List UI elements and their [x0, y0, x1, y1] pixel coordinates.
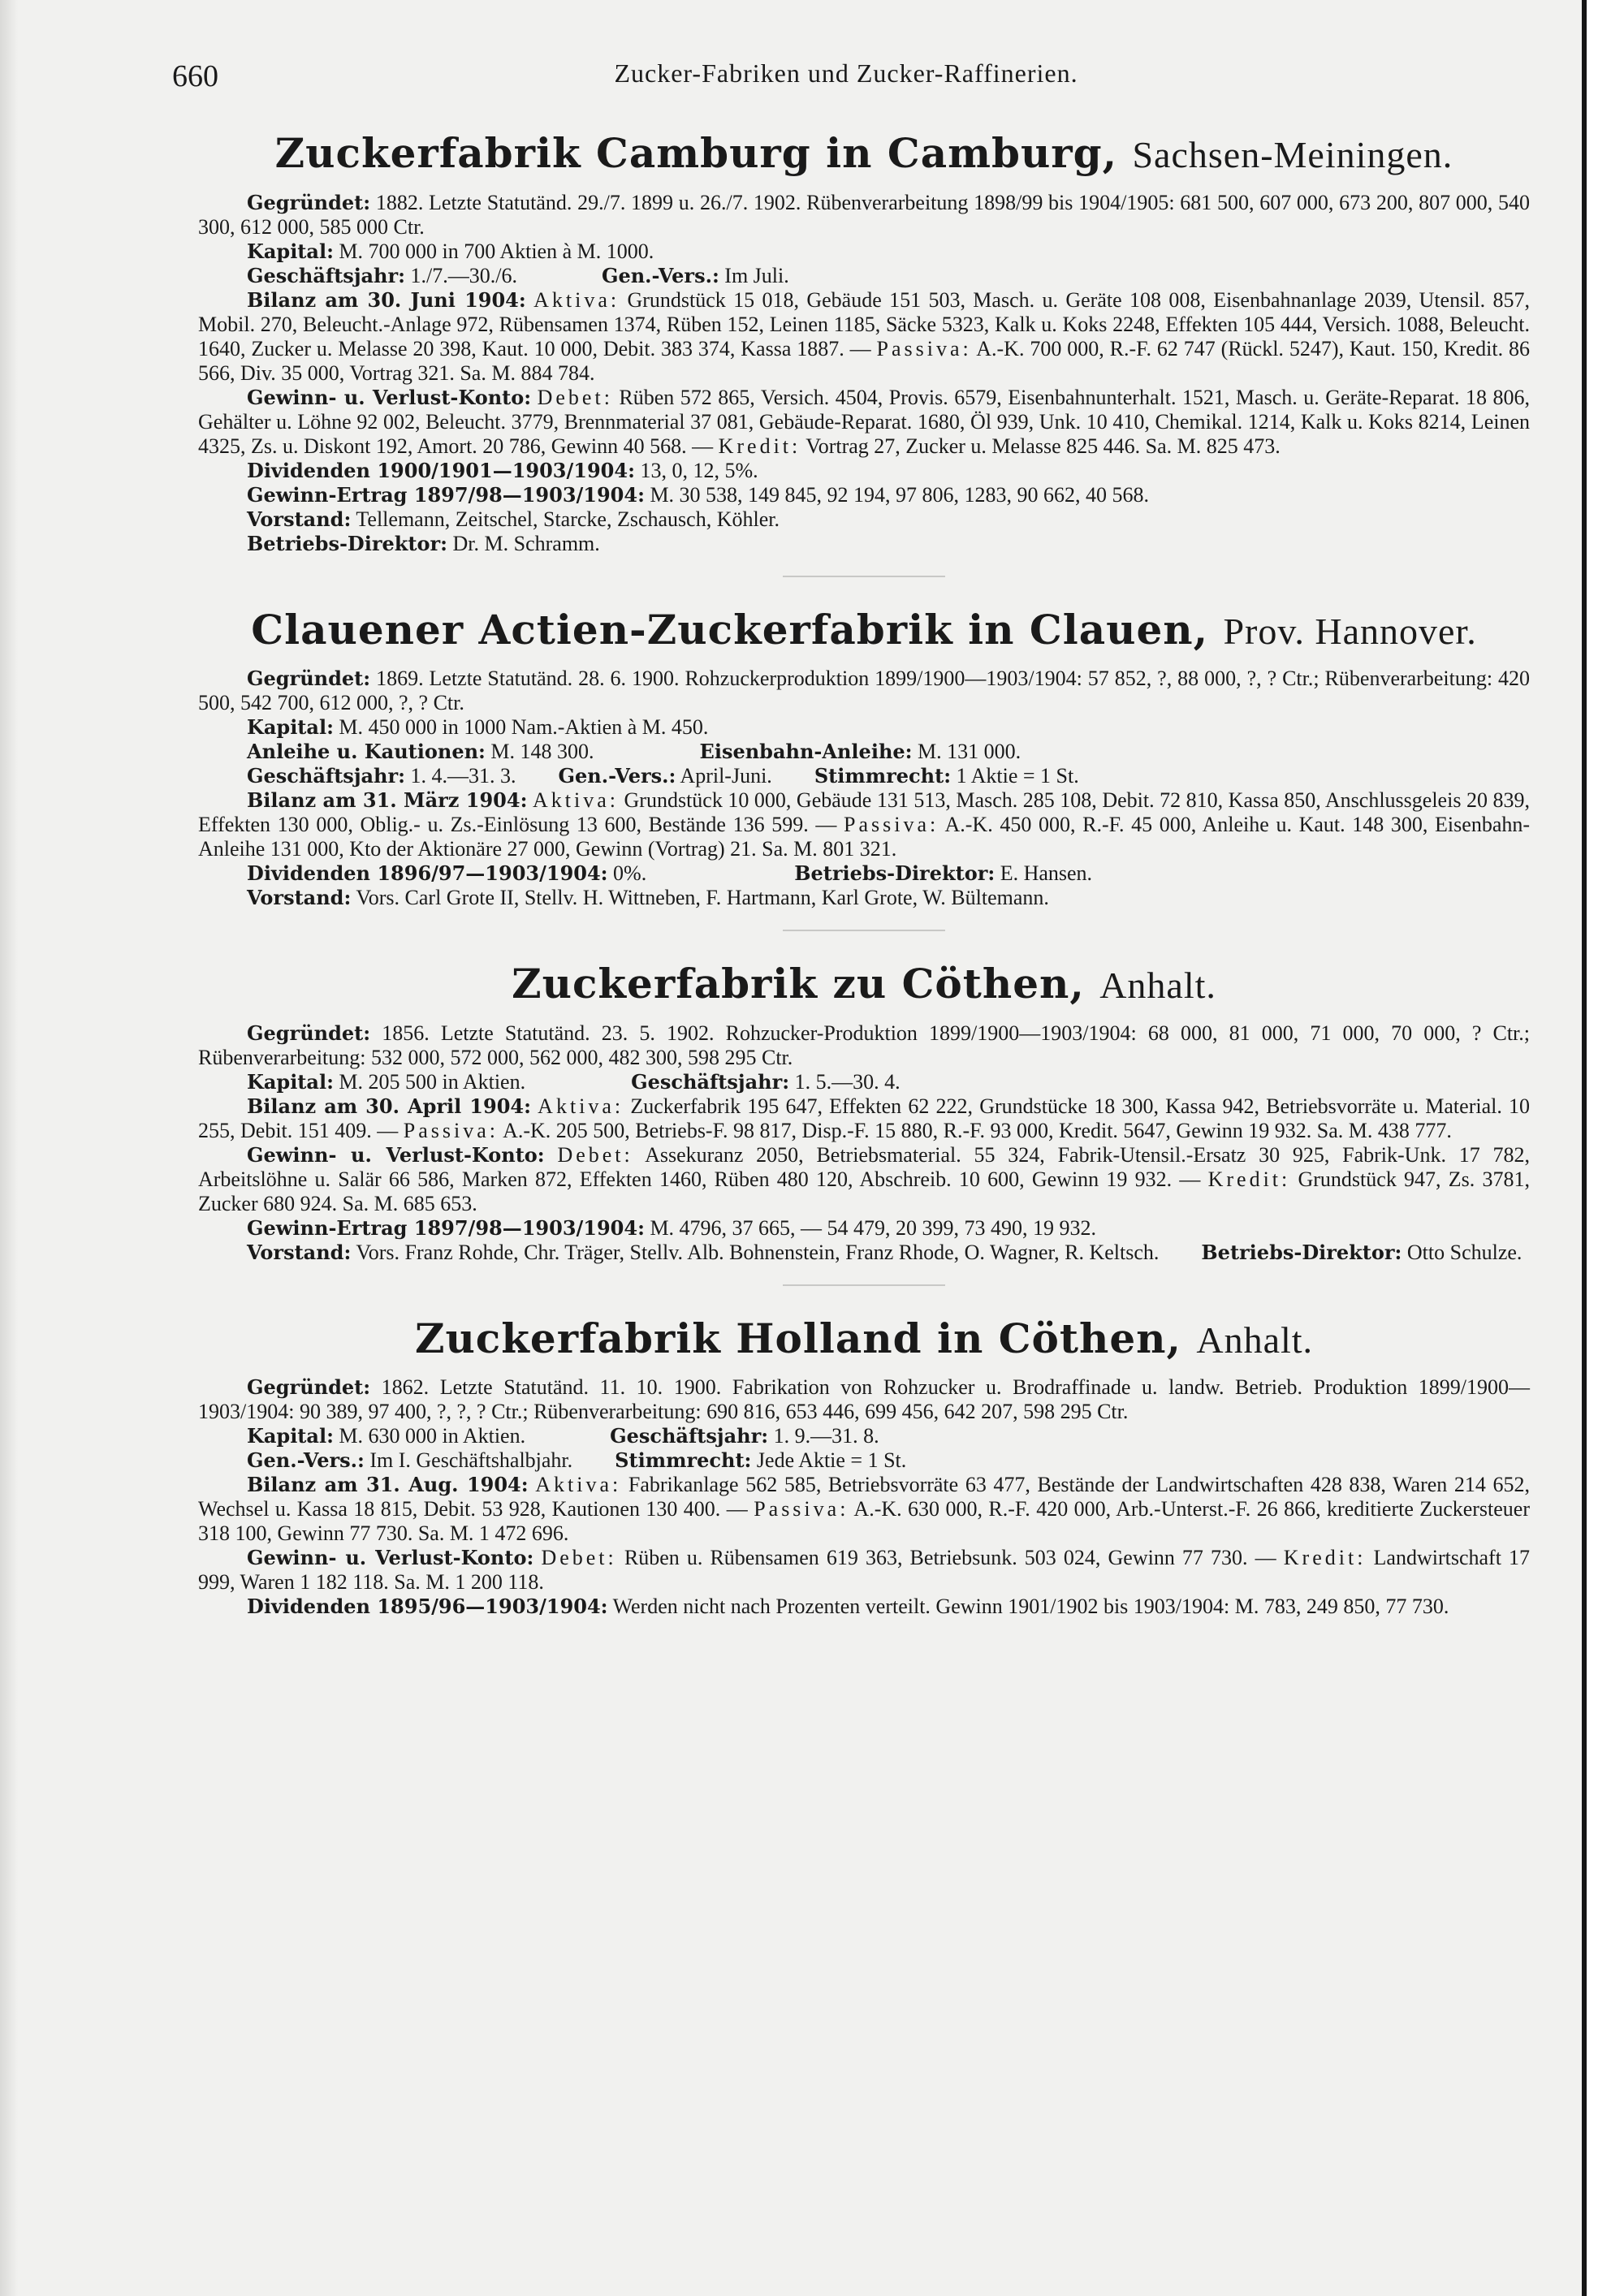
balance-label: Bilanz am 31. März 1904:: [247, 788, 528, 812]
board-label: Vorstand:: [247, 886, 352, 909]
profit-loss-label: Gewinn- u. Verlust-Konto:: [247, 1546, 534, 1569]
page-number: 660: [172, 59, 218, 93]
entry-title: [198, 1314, 1530, 1365]
capital-paragraph: [198, 715, 1530, 740]
company-name: Clauener Actien-Zuckerfabrik in Clauen,: [251, 605, 1209, 654]
dividends-paragraph: [198, 459, 1530, 483]
board-paragraph: [198, 886, 1530, 910]
earnings-text: M. 4796, 37 665, — 54 479, 20 399, 73 490, 19 932.: [650, 1215, 1097, 1240]
board-text: Tellemann, Zeitschel, Starcke, Zschausch, Köhler.: [356, 507, 780, 531]
director-text: E. Hansen.: [1000, 861, 1093, 885]
balance-label: Bilanz am 30. Juni 1904:: [247, 287, 526, 312]
balance-label: Bilanz am 31. Aug. 1904:: [247, 1473, 529, 1496]
loan-text: M. 148 300.: [490, 740, 594, 763]
credit-label: Kredit:: [718, 434, 801, 458]
assets-label: Aktiva:: [535, 1473, 622, 1496]
capital-label: Kapital:: [247, 1069, 334, 1094]
dividends-label: Dividenden 1895/96—1903/1904:: [247, 1595, 608, 1618]
earnings-paragraph: [198, 1216, 1530, 1241]
founded-paragraph: [198, 1375, 1530, 1424]
general-meeting-text: Im Juli.: [724, 263, 789, 287]
profit-loss-paragraph: [198, 386, 1530, 459]
board-label: Vorstand:: [247, 507, 352, 531]
capital-paragraph: [198, 1424, 1530, 1448]
debit-label: Debet:: [537, 385, 613, 409]
general-meeting-label: Gen.-Vers.:: [601, 263, 719, 287]
company-name: Zuckerfabrik Camburg in Camburg,: [274, 129, 1118, 177]
fiscal-year-label: Geschäftsjahr:: [247, 764, 405, 788]
liabilities-text: A.-K. 700 000, R.-F. 62 747 (Rückl. 5247), Kaut. 150, Kredit. 86 566, Div. 35 000, Vortrag 321. Sa. M. 884 784.: [198, 336, 1530, 385]
liabilities-text: A.-K. 630 000, R.-F. 420 000, Arb.-Unterst.-F. 26 866, kreditierte Zuckersteuer 318 100, Gewinn 77 730. Sa. M. 1 472 696.: [198, 1497, 1531, 1545]
general-meeting-paragraph: [198, 1448, 1530, 1473]
debit-text: Assekuranz 2050, Betriebsmaterial. 55 324, Fabrik-Utensil.-Ersatz 30 925, Fabrik-Unk. 17 782, Arbeitslöhne u. Salär 66 586, Marken 872, Effekten 1460, Rüben 480 120, Abschreib. 10 600, Gewinn 19 932. —: [198, 1142, 1531, 1191]
founded-label: Gegründet:: [247, 1021, 371, 1045]
credit-text: Landwirtschaft 17 999, Waren 1 182 118. Sa. M. 1 200 118.: [198, 1546, 1531, 1594]
founded-text: 1862. Letzte Statutänd. 11. 10. 1900. Fabrikation von Rohzucker u. Brodraffinade u. landw. Betrieb. Produktion 1899/1900—1903/1904: 90 389, 97 400, ?, ?, ? Ctr.; Rübenverarbeitung: 690 816, 653 446, 699 456, 642 207, 598 295 Ctr.: [198, 1375, 1531, 1423]
company-region: Prov. Hannover.: [1223, 610, 1477, 652]
earnings-paragraph: [198, 483, 1530, 507]
earnings-label: Gewinn-Ertrag 1897/98—1903/1904:: [247, 482, 645, 507]
director-text: Dr. M. Schramm.: [452, 531, 600, 555]
board-paragraph: [198, 1241, 1530, 1265]
entry-coethen: [198, 959, 1530, 1265]
profit-loss-paragraph: [198, 1143, 1530, 1216]
capital-paragraph: [198, 1070, 1530, 1094]
dividends-text: 0%.: [613, 861, 647, 885]
company-region: Anhalt.: [1099, 965, 1216, 1006]
liabilities-label: Passiva:: [754, 1497, 849, 1521]
company-region: Anhalt.: [1196, 1318, 1314, 1361]
general-meeting-text: Im I. Geschäftshalbjahr.: [369, 1448, 573, 1472]
director-label: Betriebs-Direktor:: [247, 531, 447, 555]
debit-text: Rüben u. Rübensamen 619 363, Betriebsunk. 503 024, Gewinn 77 730. —: [624, 1546, 1276, 1569]
entry-holland: [198, 1314, 1530, 1620]
founded-text: 1856. Letzte Statutänd. 23. 5. 1902. Rohzucker-Produktion 1899/1900—1903/1904: 68 000, 81 000, 71 000, 70 000, ? Ctr.; Rübenverarbeitung: 532 000, 572 000, 562 000, 482 300, 598 295 Ctr.: [198, 1021, 1530, 1069]
assets-label: Aktiva:: [532, 788, 619, 812]
capital-text: M. 450 000 in 1000 Nam.-Aktien à M. 450.: [339, 715, 709, 739]
fiscal-year-text: 1./7.—30./6.: [410, 263, 517, 287]
company-name: Zuckerfabrik zu Cöthen,: [512, 960, 1085, 1008]
liabilities-text: A.-K. 205 500, Betriebs-F. 98 817, Disp.-F. 15 880, R.-F. 93 000, Kredit. 5647, Gewinn 19 932. Sa. M. 438 777.: [503, 1118, 1452, 1142]
director-label: Betriebs-Direktor:: [1201, 1240, 1402, 1264]
voting-right-label: Stimmrecht:: [814, 764, 952, 788]
founded-label: Gegründet:: [247, 667, 371, 690]
entry-camburg: [198, 128, 1530, 556]
capital-text: M. 630 000 in Aktien.: [339, 1424, 526, 1448]
balance-paragraph: [198, 1094, 1530, 1143]
assets-text: Grundstück 15 018, Gebäude 151 503, Masch. u. Geräte 108 008, Eisenbahnanlage 2039, Utensil. 857, Mobil. 270, Beleucht.-Anlage 972, Rübensamen 1374, Rüben 152, Leinen 1185, Säcke 5323, Kalk u. Koks 2248, Effekten 105 444, Versich. 1088, Beleucht. 1640, Zucker u. Melasse 20 398, Kaut. 10 000, Debit. 383 374, Kassa 1887. —: [198, 287, 1531, 360]
running-title: Zucker-Fabriken und Zucker-Raffinerien.: [614, 58, 1078, 88]
company-name: Zuckerfabrik Holland in Cöthen,: [414, 1314, 1181, 1362]
assets-label: Aktiva:: [538, 1094, 624, 1118]
credit-text: Grundstück 947, Zs. 3781, Zucker 680 924. Sa. M. 685 653.: [198, 1167, 1531, 1215]
liabilities-text: A.-K. 450 000, R.-F. 45 000, Anleihe u. Kaut. 148 300, Eisenbahn-Anleihe 131 000, Kto der Aktionäre 27 000, Gewinn (Vortrag) 21. Sa. M. 801 321.: [198, 813, 1531, 861]
fiscal-year-text: 1. 4.—31. 3.: [410, 764, 516, 788]
board-text: Vors. Carl Grote II, Stellv. H. Wittneben, F. Hartmann, Karl Grote, W. Bültemann.: [356, 886, 1049, 909]
fiscal-year-text: 1. 5.—30. 4.: [794, 1069, 901, 1094]
debit-label: Debet:: [541, 1546, 617, 1569]
liabilities-label: Passiva:: [403, 1118, 499, 1142]
fiscal-year-paragraph: [198, 764, 1530, 788]
director-paragraph: [198, 532, 1530, 556]
dividends-text: Werden nicht nach Prozenten verteilt. Gewinn 1901/1902 bis 1903/1904: M. 783, 249 850, 77 730.: [612, 1595, 1449, 1618]
page-header: [172, 52, 1520, 101]
voting-right-label: Stimmrecht:: [615, 1448, 752, 1472]
credit-label: Kredit:: [1207, 1167, 1291, 1191]
board-text: Vors. Franz Rohde, Chr. Träger, Stellv. Alb. Bohnenstein, Franz Rhode, O. Wagner, R. Keltsch.: [356, 1240, 1160, 1264]
capital-label: Kapital:: [247, 1424, 334, 1448]
loan-label: Anleihe u. Kautionen:: [247, 740, 486, 763]
capital-label: Kapital:: [247, 715, 334, 739]
liabilities-label: Passiva:: [876, 336, 972, 360]
founded-label: Gegründet:: [247, 1375, 371, 1399]
scan-left-edge: [0, 0, 18, 2296]
debit-label: Debet:: [557, 1142, 633, 1167]
assets-label: Aktiva:: [533, 287, 620, 312]
general-meeting-label: Gen.-Vers.:: [558, 764, 676, 788]
scan-right-margin: [1582, 0, 1624, 2296]
entry-title: [198, 128, 1530, 179]
dividends-text: 13, 0, 12, 5%.: [640, 458, 758, 482]
profit-loss-label: Gewinn- u. Verlust-Konto:: [247, 1142, 545, 1167]
company-region: Sachsen-Meiningen.: [1132, 134, 1453, 175]
balance-paragraph: [198, 288, 1530, 386]
page-content: [198, 122, 1530, 1619]
voting-right-text: Jede Aktie = 1 St.: [756, 1448, 907, 1472]
board-paragraph: [198, 507, 1530, 532]
credit-text: Vortrag 27, Zucker u. Melasse 825 446. Sa. M. 825 473.: [806, 434, 1281, 458]
founded-text: 1882. Letzte Statutänd. 29./7. 1899 u. 26./7. 1902. Rübenverarbeitung 1898/99 bis 1904/1905: 681 500, 607 000, 673 200, 807 000, 540 300, 612 000, 585 000 Ctr.: [198, 190, 1530, 239]
founded-paragraph: [198, 667, 1530, 715]
balance-paragraph: [198, 1473, 1530, 1546]
dividends-paragraph: [198, 1595, 1530, 1619]
earnings-text: M. 30 538, 149 845, 92 194, 97 806, 1283, 90 662, 40 568.: [650, 482, 1150, 507]
profit-loss-label: Gewinn- u. Verlust-Konto:: [247, 385, 532, 409]
liabilities-label: Passiva:: [844, 813, 939, 836]
balance-label: Bilanz am 30. April 1904:: [247, 1094, 531, 1118]
section-divider: [783, 576, 945, 577]
fiscal-year-label: Geschäftsjahr:: [610, 1424, 769, 1448]
director-label: Betriebs-Direktor:: [794, 861, 996, 885]
assets-text: Grundstück 10 000, Gebäude 131 513, Masch. 285 108, Debit. 72 810, Kassa 850, Anschlussgeleis 20 839, Effekten 130 000, Oblig.- u. Zs.-Einlösung 13 600, Bestände 136 599. —: [198, 788, 1530, 836]
fiscal-year-label: Geschäftsjahr:: [631, 1069, 790, 1094]
founded-label: Gegründet:: [247, 190, 371, 214]
capital-text: M. 700 000 in 700 Aktien à M. 1000.: [339, 239, 654, 263]
dividends-paragraph: [198, 861, 1530, 886]
director-text: Otto Schulze.: [1406, 1240, 1522, 1264]
entry-title: [198, 959, 1530, 1010]
assets-text: Fabrikanlage 562 585, Betriebsvorräte 63 477, Bestände der Landwirtschaften 428 838, Waren 214 652, Wechsel u. Kassa 18 815, Debit. 53 928, Kautionen 130 400. —: [198, 1473, 1531, 1521]
fiscal-year-label: Geschäftsjahr:: [247, 263, 405, 287]
general-meeting-text: April-Juni.: [680, 764, 772, 788]
capital-label: Kapital:: [247, 239, 334, 263]
railway-loan-text: M. 131 000.: [918, 740, 1021, 763]
founded-paragraph: [198, 191, 1530, 240]
board-label: Vorstand:: [247, 1240, 352, 1264]
entry-clauen: [198, 605, 1530, 911]
capital-paragraph: [198, 240, 1530, 264]
assets-text: Zuckerfabrik 195 647, Effekten 62 222, Grundstücke 18 300, Kassa 942, Betriebsvorräte u. Material. 10 255, Debit. 151 409. —: [198, 1094, 1531, 1142]
credit-label: Kredit:: [1283, 1546, 1367, 1569]
fiscal-year-text: 1. 9.—31. 8.: [773, 1424, 879, 1448]
dividends-label: Dividenden 1900/1901—1903/1904:: [247, 458, 635, 482]
dividends-label: Dividenden 1896/97—1903/1904:: [247, 861, 608, 885]
earnings-label: Gewinn-Ertrag 1897/98—1903/1904:: [247, 1215, 645, 1240]
fiscal-year-paragraph: [198, 264, 1530, 288]
section-divider: [783, 1284, 945, 1286]
general-meeting-label: Gen.-Vers.:: [247, 1448, 365, 1472]
voting-right-text: 1 Aktie = 1 St.: [956, 764, 1079, 788]
loan-paragraph: [198, 740, 1530, 764]
balance-paragraph: [198, 788, 1530, 861]
founded-paragraph: [198, 1021, 1530, 1070]
profit-loss-paragraph: [198, 1546, 1530, 1595]
entry-title: [198, 605, 1530, 656]
section-divider: [783, 930, 945, 931]
capital-text: M. 205 500 in Aktien.: [339, 1069, 526, 1094]
founded-text: 1869. Letzte Statutänd. 28. 6. 1900. Rohzuckerproduktion 1899/1900—1903/1904: 57 852, ?, 88 000, ?, ? Ctr.; Rübenverarbeitung: 420 500, 542 700, 612 000, ?, ? Ctr.: [198, 667, 1531, 714]
railway-loan-label: Eisenbahn-Anleihe:: [699, 740, 913, 763]
debit-text: Rüben 572 865, Versich. 4504, Provis. 6579, Eisenbahnunterhalt. 1521, Masch. u. Geräte-Reparat. 18 806, Gehälter u. Löhne 92 002, Beleucht. 3779, Brennmaterial 37 081, Gebäude-Reparat. 1680, Öl 939, Unk. 10 410, Chemikal. 1214, Kalk u. Koks 8214, Leinen 4325, Zs. u. Diskont 192, Amort. 20 786, Gewinn 40 568. —: [198, 385, 1531, 458]
